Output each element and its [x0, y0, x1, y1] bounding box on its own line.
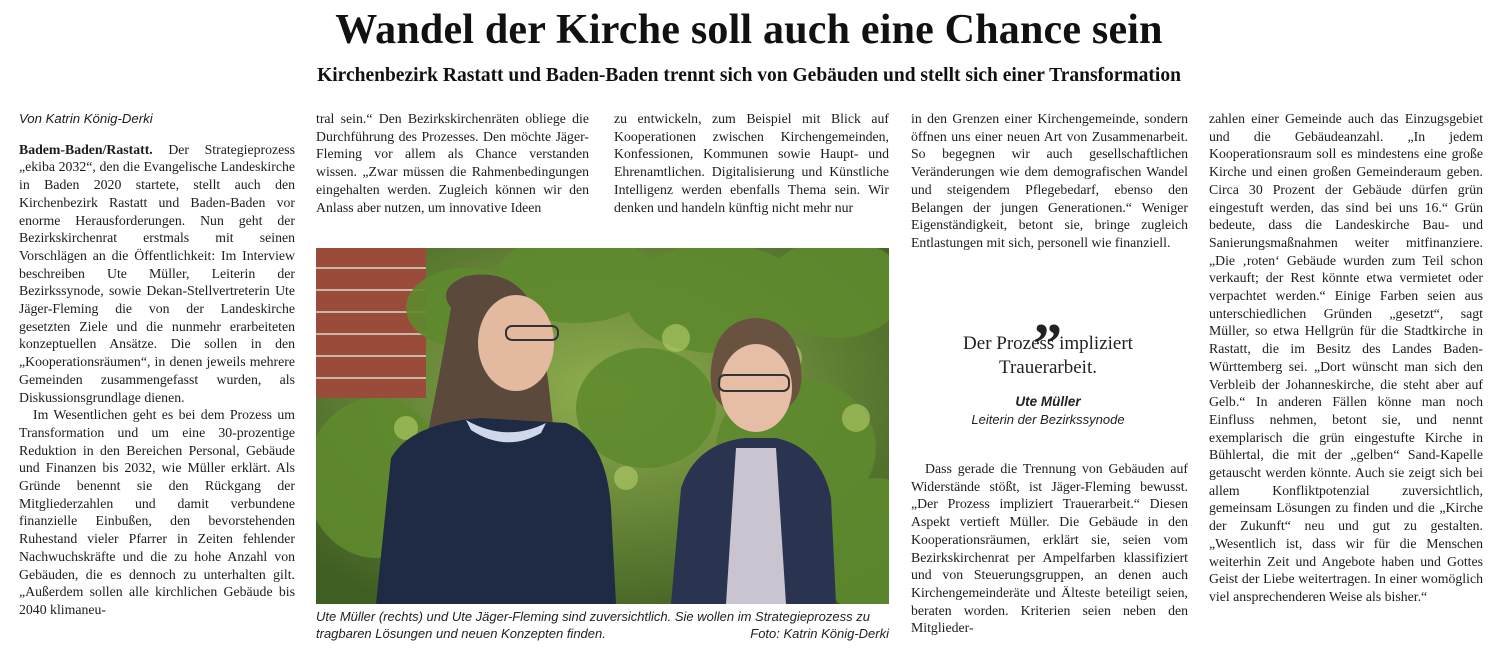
- article-column-1: [19, 110, 295, 665]
- quote-author-role: Leiterin der Bezirkssynode: [971, 412, 1125, 427]
- column-4-top-text: in den Grenzen einer Kirchengemeinde, sondern öffnen uns einer neuen Art von Zusammenarbeit. So begegnen wir auch gesellschaftlichen Veränderungen wie dem demografischen Wandel und steigendem Pflegebedarf, ebenso den Belangen der jungen Generationen.“ Weniger Eigenständigkeit, betont sie, bringe zugleich Entlastungen mit sich, personell wie finanziell.: [911, 111, 1188, 250]
- caption-text: Ute Müller (rechts) und Ute Jäger-Fleming sind zuversichtlich. Sie wollen im Strategieprozess zu tragbaren Lösungen und neuen Konzepten finden.: [316, 609, 870, 641]
- article-column-4-top: [911, 110, 1188, 280]
- quote-text: Der Prozess impliziert Trauerarbeit.: [963, 333, 1133, 378]
- quote-mark-icon: „: [1033, 281, 1063, 346]
- quote-author: Ute Müller: [1015, 394, 1081, 409]
- column-3-text: zu entwickeln, zum Beispiel mit Blick auf Kooperationen zwischen Kirchengemeinden, Konfessionen, Kommunen sowie Haupt- und Ehrenamtlichen. Digitalisierung und Künstliche Intelligenz werden ebenfalls Thema sein. Wir denken und handeln künftig nicht mehr nur: [614, 111, 889, 215]
- article-column-2: [316, 110, 589, 245]
- byline: Von Katrin König-Derki: [19, 111, 153, 126]
- paragraph-1-text: Der Strategieprozess „ekiba 2032“, den die Evangelische Landeskirche in Baden 2020 startete, stellt auch den Kirchenbezirk Rastatt und Baden-Baden vor enorme Herausforderungen. Nun geht der Bezirkskirchenrat erstmals mit seinen Vorschlägen an die Öffentlichkeit: Im Interview beschreiben Ute Müller, Leiterin der Bezirkssynode, sowie Dekan-Stellvertreterin Ute Jäger-Fleming die von der Landeskirche gesetzten Ziele und die nunmehr erarbeiteten konzeptuellen Ansätze. Die sollen in den „Kooperationsräumen“, in denen jeweils mehrere Gemeinden zusammengefasst wurden, als Diskussionsgrundlage dienen.: [19, 141, 295, 405]
- pull-quote: [920, 281, 1176, 428]
- paragraph-2: Im Wesentlichen geht es bei dem Prozess um Transformation und um eine 30-prozentige Reduktion in den Bereichen Personal, Gebäude und Finanzen bis 2032, wie Müller erklärt. Als Gründe benennt sie den Rückgang der Mitgliederzahlen und damit verbundene finanzielle Einbußen, den bevorstehenden Ruhestand vieler Pfarrer in Zeiten fehlender Nachwuchskräfte und die zu hohe Anzahl von Gebäuden, die es dennoch zu unterhalten gilt. „Außerdem sollen alle kirchlichen Gebäude bis 2040 klimaneu-: [19, 407, 295, 617]
- article-column-5: [1209, 110, 1483, 665]
- column-5-text: zahlen einer Gemeinde auch das Einzugsgebiet und die Gebäudeanzahl. „In jedem Kooperationsraum soll es mindestens eine große Kirche und einen großen Gemeinderaum geben. Circa 30 Prozent der Gebäude dürfen grün eingestuft werden, das sind bei uns 16.“ Grün bedeute, dass die Landeskirche Bau- und Sanierungsmaßnahmen weiter mitfinanziere. „Die ‚roten‘ Gebäude wurden zum Teil schon verkauft; der Rest könnte etwa vermietet oder verpachtet werden.“ Einige Farben seien aus unterschiedlichen Gründen „gesetzt“, sagt Müller, so etwa Hellgrün für die Stadtkirche in Rastatt, die im Besitz des Landes Baden-Württemberg sei. „Dort wünscht man sich den Verbleib der Johanneskirche, die steht aber auf Gelb.“ In anderen Fällen könne man noch Einfluss nehmen, betont sie, und nennt exemplarisch die grün eingestufte Kirche in Bühlertal, die mit der „gelben“ Sand-Kapelle getauscht werden könnte. Auch sie zeigt sich bei allem Konfliktpotenzial zuversichtlich, gemeinsam Lösungen zu finden und die „Kirche der Zukunft“ neu und gut zu gestalten. „Wesentlich ist, dass wir für die Menschen weiterhin Zeit und Angebote haben und Gottes Geist der Liebe weitertragen. In einer womöglich viel ansprechenderen Weise als bisher.“: [1209, 111, 1483, 604]
- article-column-3: [614, 110, 889, 245]
- headline: Wandel der Kirche soll auch eine Chance sein: [335, 7, 1163, 53]
- photo-caption: [316, 608, 889, 642]
- article-column-4-bottom: [911, 460, 1188, 665]
- photo-credit: Foto: Katrin König-Derki: [750, 626, 889, 641]
- article-photo: [316, 248, 889, 604]
- column-4-bottom-text: Dass gerade die Trennung von Gebäuden auf Widerstände stößt, ist Jäger-Fleming bewusst. „Der Prozess impliziert Trauerarbeit.“ Diesen Aspekt vertieft Müller. Die Gebäude in den Kooperationsräumen, erklärt sie, seien vom Bezirkskirchenrat per Ampelfarben klassifiziert und von Steuerungsgruppen, an denen auch Kirchengemeinderäte und Älteste beteiligt seien, beraten worden. Kriterien seien neben den Mitglieder-: [911, 461, 1188, 636]
- paragraph-1: [19, 141, 295, 407]
- column-2-text: tral sein.“ Den Bezirkskirchenräten obliege die Durchführung des Prozesses. Den möchte Jäger-Fleming vor allem als Chance verstanden wissen. „Zwar müssen die Rahmenbedingungen eingehalten werden. Zugleich können wir den Anlass aber nutzen, um innovative Ideen: [316, 111, 589, 215]
- subheadline: Kirchenbezirk Rastatt und Baden-Baden trennt sich von Gebäuden und stellt sich einer Transformation: [317, 65, 1181, 86]
- photo-illustration: [316, 248, 889, 604]
- dateline: Badem-Baden/Rastatt.: [19, 141, 153, 157]
